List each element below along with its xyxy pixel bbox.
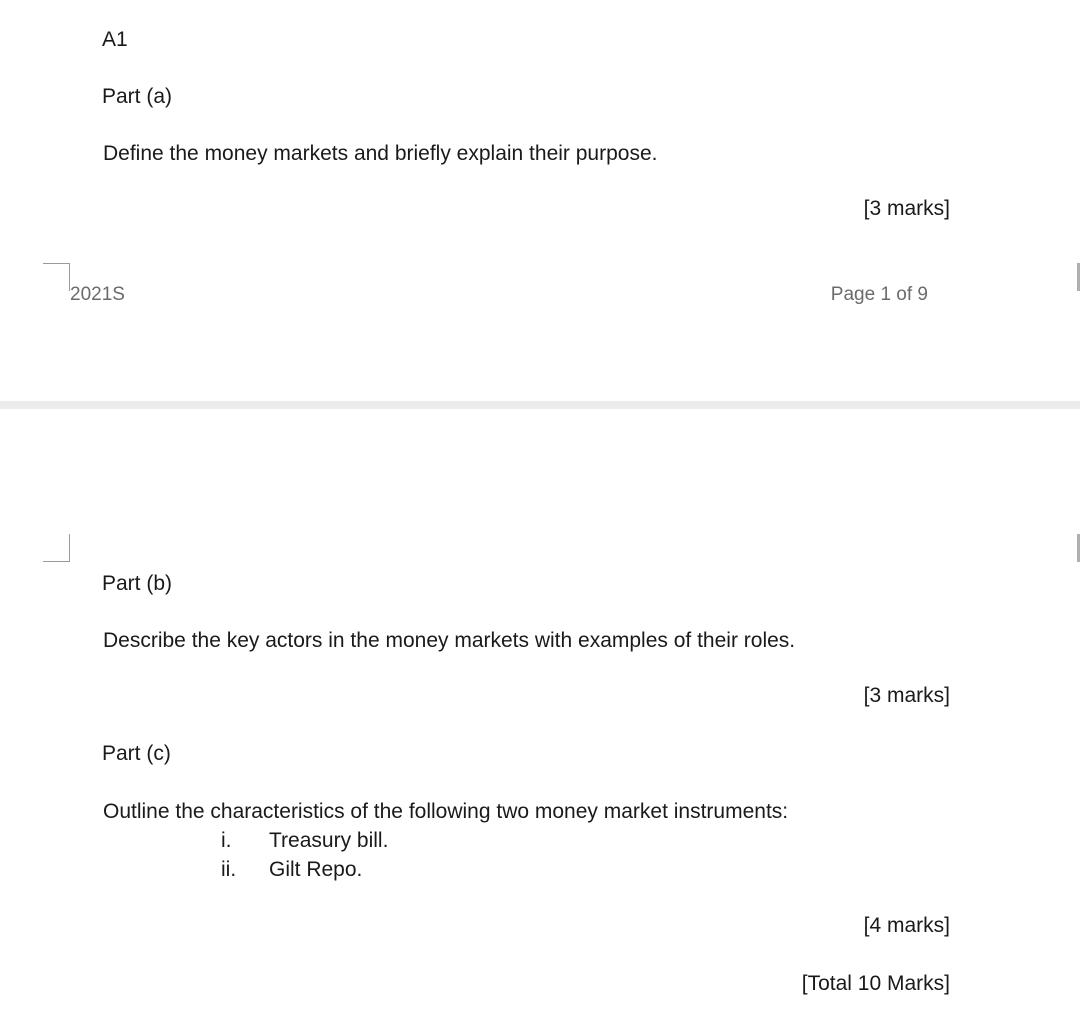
list-item [221,829,388,853]
list-item [221,858,362,882]
total-marks: [Total 10 Marks] [801,972,950,995]
part-a-marks: [3 marks] [863,197,950,220]
part-b-question: Describe the key actors in the money markets with examples of their roles. [103,629,796,652]
list-item-text: Treasury bill. [269,829,389,852]
part-a-heading: Part (a) [102,85,173,108]
page-separator [0,401,1080,409]
list-item-text: Gilt Repo. [269,858,363,881]
page-corner-mark [43,263,70,291]
page-corner-mark [43,534,70,562]
part-c-marks: [4 marks] [863,914,950,937]
footer-page-number: Page 1 of 9 [830,284,928,305]
part-a-question: Define the money markets and briefly explain their purpose. [103,142,658,165]
part-c-heading: Part (c) [102,742,171,765]
footer-code: 2021S [70,284,125,305]
list-item-number: ii. [221,858,237,881]
part-b-heading: Part (b) [102,572,173,595]
part-b-marks: [3 marks] [863,684,950,707]
part-c-question: Outline the characteristics of the following two money market instruments: [103,800,789,823]
question-number: A1 [102,28,128,51]
list-item-number: i. [221,829,232,852]
